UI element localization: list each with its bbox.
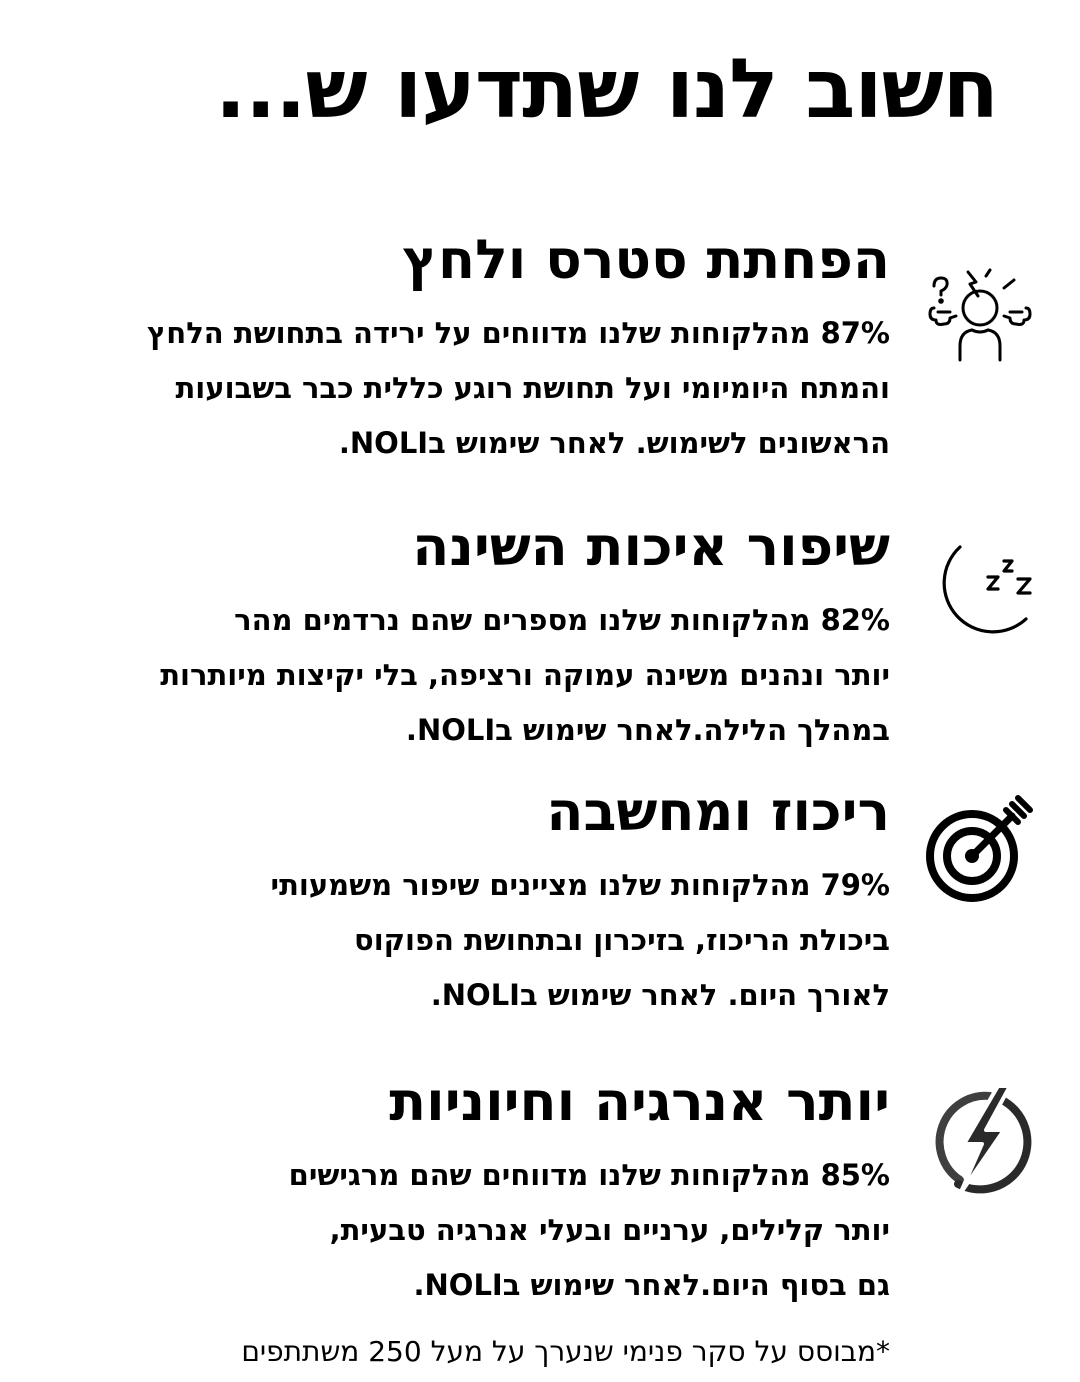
- section-body-line: 87% מהלקוחות שלנו מדווחים על ירידה בתחושת הלחץ: [147, 316, 890, 350]
- section-body-line: 82% מהלקוחות שלנו מספרים שהם נרדמים מהר: [234, 603, 890, 637]
- survey-footnote: *מבוסס על סקר פנימי שנערך על מעל 250 משתתפים: [241, 1335, 890, 1368]
- section-body-line: יותר קלילים, ערניים ובעלי אנרגיה טבעית,: [329, 1213, 890, 1247]
- section-energy: [40, 1070, 1040, 1310]
- section-body-line: ביכולת הריכוז, בזיכרון ובתחושת הפוקוס: [353, 923, 890, 957]
- moon-sleep-icon: [920, 527, 1040, 647]
- section-body-line: גם בסוף היום.לאחר שימוש בNOLI.: [413, 1268, 890, 1302]
- section-heading: הפחתת סטרס ולחץ: [402, 228, 890, 291]
- section-body-line: יותר ונהנים משינה עמוקה ורציפה, בלי יקיצות מיותרות: [160, 658, 890, 692]
- section-body-line: לאורך היום. לאחר שימוש בNOLI.: [430, 978, 890, 1012]
- section-body: [160, 593, 890, 758]
- stressed-person-icon: [920, 248, 1040, 368]
- section-focus: [40, 780, 1040, 1020]
- section-heading: ריכוז ומחשבה: [546, 780, 890, 843]
- section-body-line: והמתח היומיומי ועל תחושת רוגע כללית כבר בשבועות: [175, 371, 890, 405]
- section-sleep: [40, 515, 1040, 755]
- target-arrow-icon: [920, 790, 1040, 910]
- section-body: [147, 306, 890, 471]
- lightning-bolt-icon: [920, 1080, 1040, 1200]
- section-body: [289, 1148, 890, 1313]
- section-stress: [40, 228, 1040, 468]
- section-heading: שיפור איכות השינה: [412, 515, 890, 578]
- section-body-line: 85% מהלקוחות שלנו מדווחים שהם מרגישים: [288, 1158, 890, 1192]
- section-body-line: במהלך הלילה.לאחר שימוש בNOLI.: [405, 713, 890, 747]
- page-title: חשוב לנו שתדעו ש...: [214, 42, 998, 137]
- section-body-line: הראשונים לשימוש. לאחר שימוש בNOLI.: [338, 426, 890, 460]
- section-body-line: 79% מהלקוחות שלנו מציינים שיפור משמעותי: [270, 868, 890, 902]
- section-body: [271, 858, 890, 1023]
- section-heading: יותר אנרגיה וחיוניות: [389, 1070, 890, 1133]
